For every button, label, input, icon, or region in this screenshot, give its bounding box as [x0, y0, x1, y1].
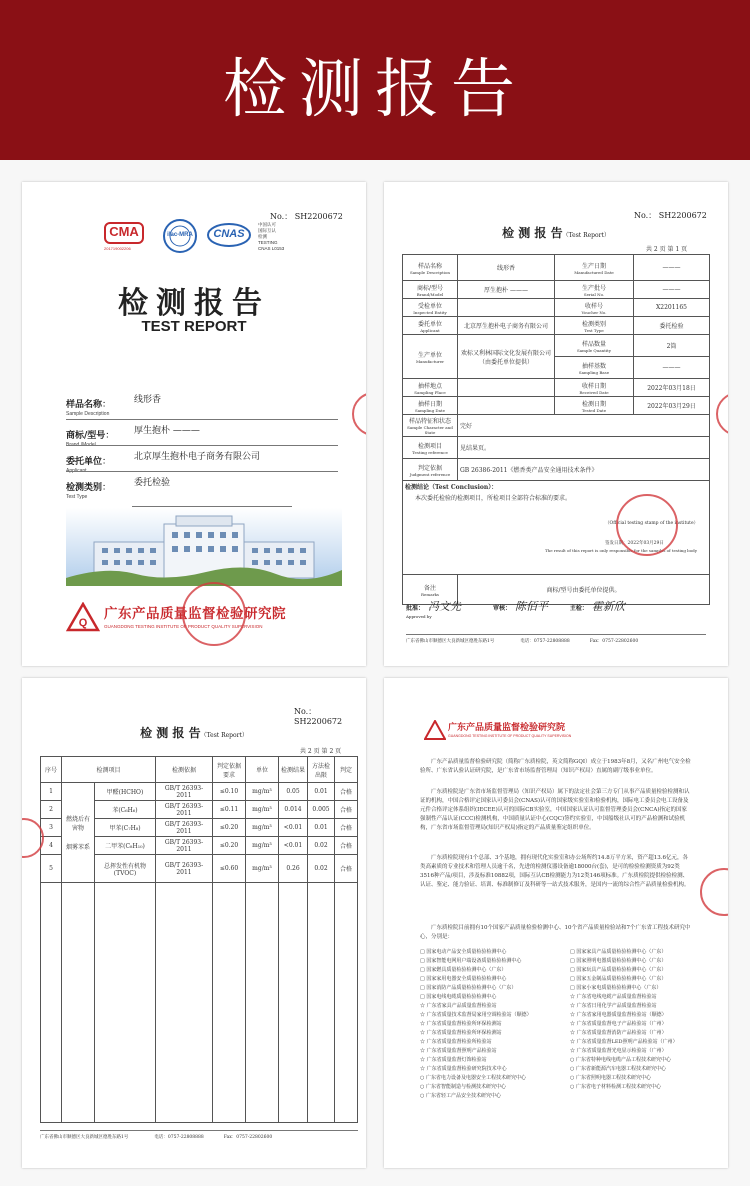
institute-name-en: GUANGDONG TESTING INSTITUTE OF PRODUCT QUALITY SUPERVISION [104, 624, 263, 629]
report-title: 检 测 报 告（Test Report） [502, 226, 610, 240]
intro-paragraph-1: 广东产品质量监督检验研究院（简称广东质检院，英文简称GQI）成立于1983年8月，又名广州电气安全检验所、广东省认验认证研究院，是广东省市场监督管理局（知识产权局）直属的副厅级事业单位。 [420, 759, 691, 774]
page-footer: 广东省佛山市顺德区大良新城区德胜东路1号 电话：0757-22808888 Fax：0757-22802600 [406, 634, 706, 644]
report-page-2[interactable] [22, 678, 366, 1168]
report-number: No.： SH2200672 [634, 211, 707, 220]
cover-title-en: TEST REPORT [141, 318, 247, 335]
red-seal [182, 582, 246, 646]
intro-paragraph-2: 广东质检院是广东省市场监督管理局（知识产权局）属下的法定社会第三方专门从事产品质量检验检测和认证的机构，中国合格评定国家认可委员会(CNAS)认可的国家级实验室和检验机构，国际电工委员会电工设备及元件合格评定体系组织(IECEE)认可的国际CB实验室，中国国家认证认可监督管理委员会(CNCA)指定的国家强制性产品认证(CCC)检测机构，中国质量认证中心(CQC)签约实验室，中国船级社认可的产品检测和试验机构，广东省市场监督管理局(知识产权局)指定的产品质量鉴定组织单位。 [420, 789, 690, 831]
cnas-side-text: 中国认可 国际互认 检测 TESTING CNAS L0153 [258, 222, 285, 251]
report-number: No.： SH2200672 [270, 212, 343, 221]
institute-logo-icon [424, 720, 446, 740]
divider [132, 506, 292, 507]
report-title: 检 测 报 告（Test Report） [140, 726, 248, 740]
cover-field-testtype: 检测类别： 委托检验 Test Type [66, 471, 338, 500]
signatures: 批准： 冯文先 审核： 陈佰平 主检： 霍新欣 Approved by [406, 600, 625, 619]
cover-field-sample: 样品名称： 线形香 Sample Description [66, 395, 162, 417]
report-cover[interactable] [22, 182, 366, 666]
official-seal [616, 494, 678, 556]
center-list-right: □ 国家家具产品质量检验检测中心（广东） □ 国家照明电器质量检验检测中心（广东） □ 国家玩具产品质量检验检测中心（广东） □ 国家五金制品质量检验检测中心（广东） □ 国家小家电质量检验检测中心（广东） ☆ 广东省电线电缆产品质量监督检验站 ☆ 广东省日用化学产品质量监督检验站 ☆ 广东省家用电器质量监督检验站（顺德） ☆ 广东省质量监督电子产品检验站（广州） ☆ 广东省质量监督消防产品检验站（广州） ☆ 广东省质量监督LED照明产品检验站（广州） ☆ 广东省质量监督光电显示检验站（广州） ○ 广东省特种电线电缆产品工程技术研究中心 ○ 广东省新能源汽车电器工程技术研究中心 ○ 广东省照明电器工程技术研究中心 ○ 广东省电子材料检测工程技术研究中心 [570, 949, 678, 1090]
institute-name-cn: 广东产品质量监督检验研究院 [448, 723, 566, 733]
red-seal-edge [716, 392, 728, 436]
institute-logo-icon [66, 602, 100, 632]
page-title: 检测报告 [223, 53, 527, 127]
ilac-mra-logo: ilac-MRA [162, 218, 198, 254]
cma-logo: CMA 201719002206 [104, 222, 144, 248]
header-banner [0, 0, 750, 160]
table-row: 1 燃烧后有害物 烟雾苯系 甲醛(HCHO) GB/T 26393-2011 ≤0.10 mg/m³ 0.05 0.01 合格 [41, 783, 358, 801]
building-illustration [66, 508, 342, 586]
table-row: 3 甲苯(C₇H₈) GB/T 26393-2011 ≤0.20 mg/m³ <0.01 0.01 合格 [41, 819, 358, 837]
table-row: 4 二甲苯(C₈H₁₀) GB/T 26393-2011 ≤0.20 mg/m³ <0.01 0.02 合格 [41, 837, 358, 855]
institute-name-cn: 广东产品质量监督检验研究院 [104, 606, 286, 622]
cover-field-applicant: 委托单位： 北京厚生抱朴电子商务有限公司 Applicant [66, 445, 338, 474]
institute-intro[interactable] [384, 678, 728, 1168]
report-page-1[interactable] [384, 182, 728, 666]
intro-paragraph-3: 广东质检院现有1个总部、3个基地，拥有现代化实验室和办公场所约14.8万平方米，资产超13.6亿元，各类高素质的专业技术和管理人员逾千名，先进的检测仪器设备逾18000台(套)，是可的检验检测资质为92类3516种产品/项目，涉及标准10882项，国际互认CB检测能力为12类146项标准。广东质检院提供检验检测、认证、鉴定、能力验证、培训、标准制修订及科研等一站式技术服务，是国内一流的综合性产品质量检验机构。 [420, 855, 690, 888]
table-row: 2 苯(C₆H₆) GB/T 26393-2011 ≤0.11 mg/m³ 0.014 0.005 合格 [41, 801, 358, 819]
cnas-logo: CNAS [206, 222, 252, 248]
page-indicator: 共 2 页 第 2 页 [300, 748, 342, 755]
table-blank-area [41, 883, 358, 1123]
page-footer: 广东省佛山市顺德区大良新城区德胜东路1号 电话：0757-22808888 Fax：0757-22802600 [40, 1130, 358, 1140]
center-list-left: □ 国家电动产品安全质量检验检测中心 □ 国家智能电网用户端设备质量检验检测中心 □ 国家燃具质量检验检测中心（广东） □ 国家家用电器安全质量检验检测中心 □ 国家消防产品质量检验检测中心（广东） □ 国家电线电缆质量检验检测中心 ☆ 广东省家具产品质量监督检验站 ☆ 广东省质量技术监督局家用空调检验站（顺德） ☆ 广东省质量监督检验所环保检测站 ☆ 广东省质量监督检验所环保检测站 ☆ 广东省质量监督检验所检验站 ☆ 广东省质量监督照明产品检验站 ☆ 广东省质量监督灯饰检验站 ☆ 广东省质量监督检验研究院技术中心 ○ 广东省电力设备及电器安全工程技术研究中心 ○ 广东省智能制造与检测技术研究中心 ○ 广东省轻工产品安全技术研究中心 [420, 949, 532, 1099]
svg-text:Q: Q [78, 617, 88, 629]
red-seal-edge [700, 868, 728, 916]
report-number: No.： SH2200672 [294, 707, 343, 726]
red-seal-edge [352, 392, 366, 436]
intro-paragraph-4: 广东质检院目前拥有10个国家产品质量检验检测中心、10个省产品质量检验站和7个广东省工程技术研究中心，分别是： [420, 925, 691, 940]
institute-name-en: GUANGDONG TESTING INSTITUTE OF PRODUCT QUALITY SUPERVISION [448, 734, 572, 738]
info-table: 样品名称 Sample Description 线形香 生产日期 Manufactured Date ——— 商标/型号 Brand/Model 厚生抱朴 ——— 生产批号 Serial No. ——— 受检单位 Inspected Entity 收样号 Voucher No. X2201165 委托单位 Applicant 北京厚生抱朴电子商务有限公司 检测类别 Test Type 委托检验 生产单位 Manufacturer 欢标又利林国际文化发展有限公司（由委托单位提供） 样品数量 Sample Quantity 2筒 抽样基数 Sampling Base ——— 抽样地点 Sampling Place 收样日期 Received Date 2022年03月18日 抽样日期 Sampling Date 检测日期 Tested Date 2022年03月29日 样品特征和状态 Sample Character and State 完好 检测项目 Testing reference 见结果页。 判定依据 Judgment reference GB 26386-2011《燃香类产品安全通用技术条件》 检测结论（Test Conclusion）： 本次委托检验的检测项目，所检项目全部符合标准的要求。 （Official testing stamp of the institute） 签发日期：2022年03月29日 The result of this report is only responsible for the samples of testing body 备注 Remarks 商标/型号由委托单位提供。 [402, 254, 710, 605]
cover-field-brand: 商标/型号： 厚生抱朴 ——— Brand /Model [66, 419, 338, 448]
page-indicator: 共 2 页 第 1 页 [646, 246, 688, 253]
cover-title-cn: 检测报告 [118, 286, 270, 321]
results-table: 序号 检测项目 检测依据 判定依据要求 单位 检测结果 方法检出限 判定 1 燃烧后有害物 烟雾苯系 甲醛(HCHO) GB/T 26393-2011 ≤0.10 mg/m³ 0.05 0.01 合格 2 苯(C₆H₆) GB/T 26393-2011 ≤0.11 mg/m³ 0.014 0.005 合格 3 甲苯(C₇H₈) GB/T 26393-2011 ≤0.20 mg/m³ <0.01 0.01 合格 4 二甲苯(C₈H₁₀) GB/T 26393-2011 ≤0.20 mg/m³ <0.01 0.02 合格 5 总挥发性有机物(TVOC) GB/T 26393-2011 ≤0.60 mg/m³ 0.26 0.02 合格 [40, 756, 358, 1123]
table-row: 5 总挥发性有机物(TVOC) GB/T 26393-2011 ≤0.60 mg/m³ 0.26 0.02 合格 [41, 855, 358, 883]
